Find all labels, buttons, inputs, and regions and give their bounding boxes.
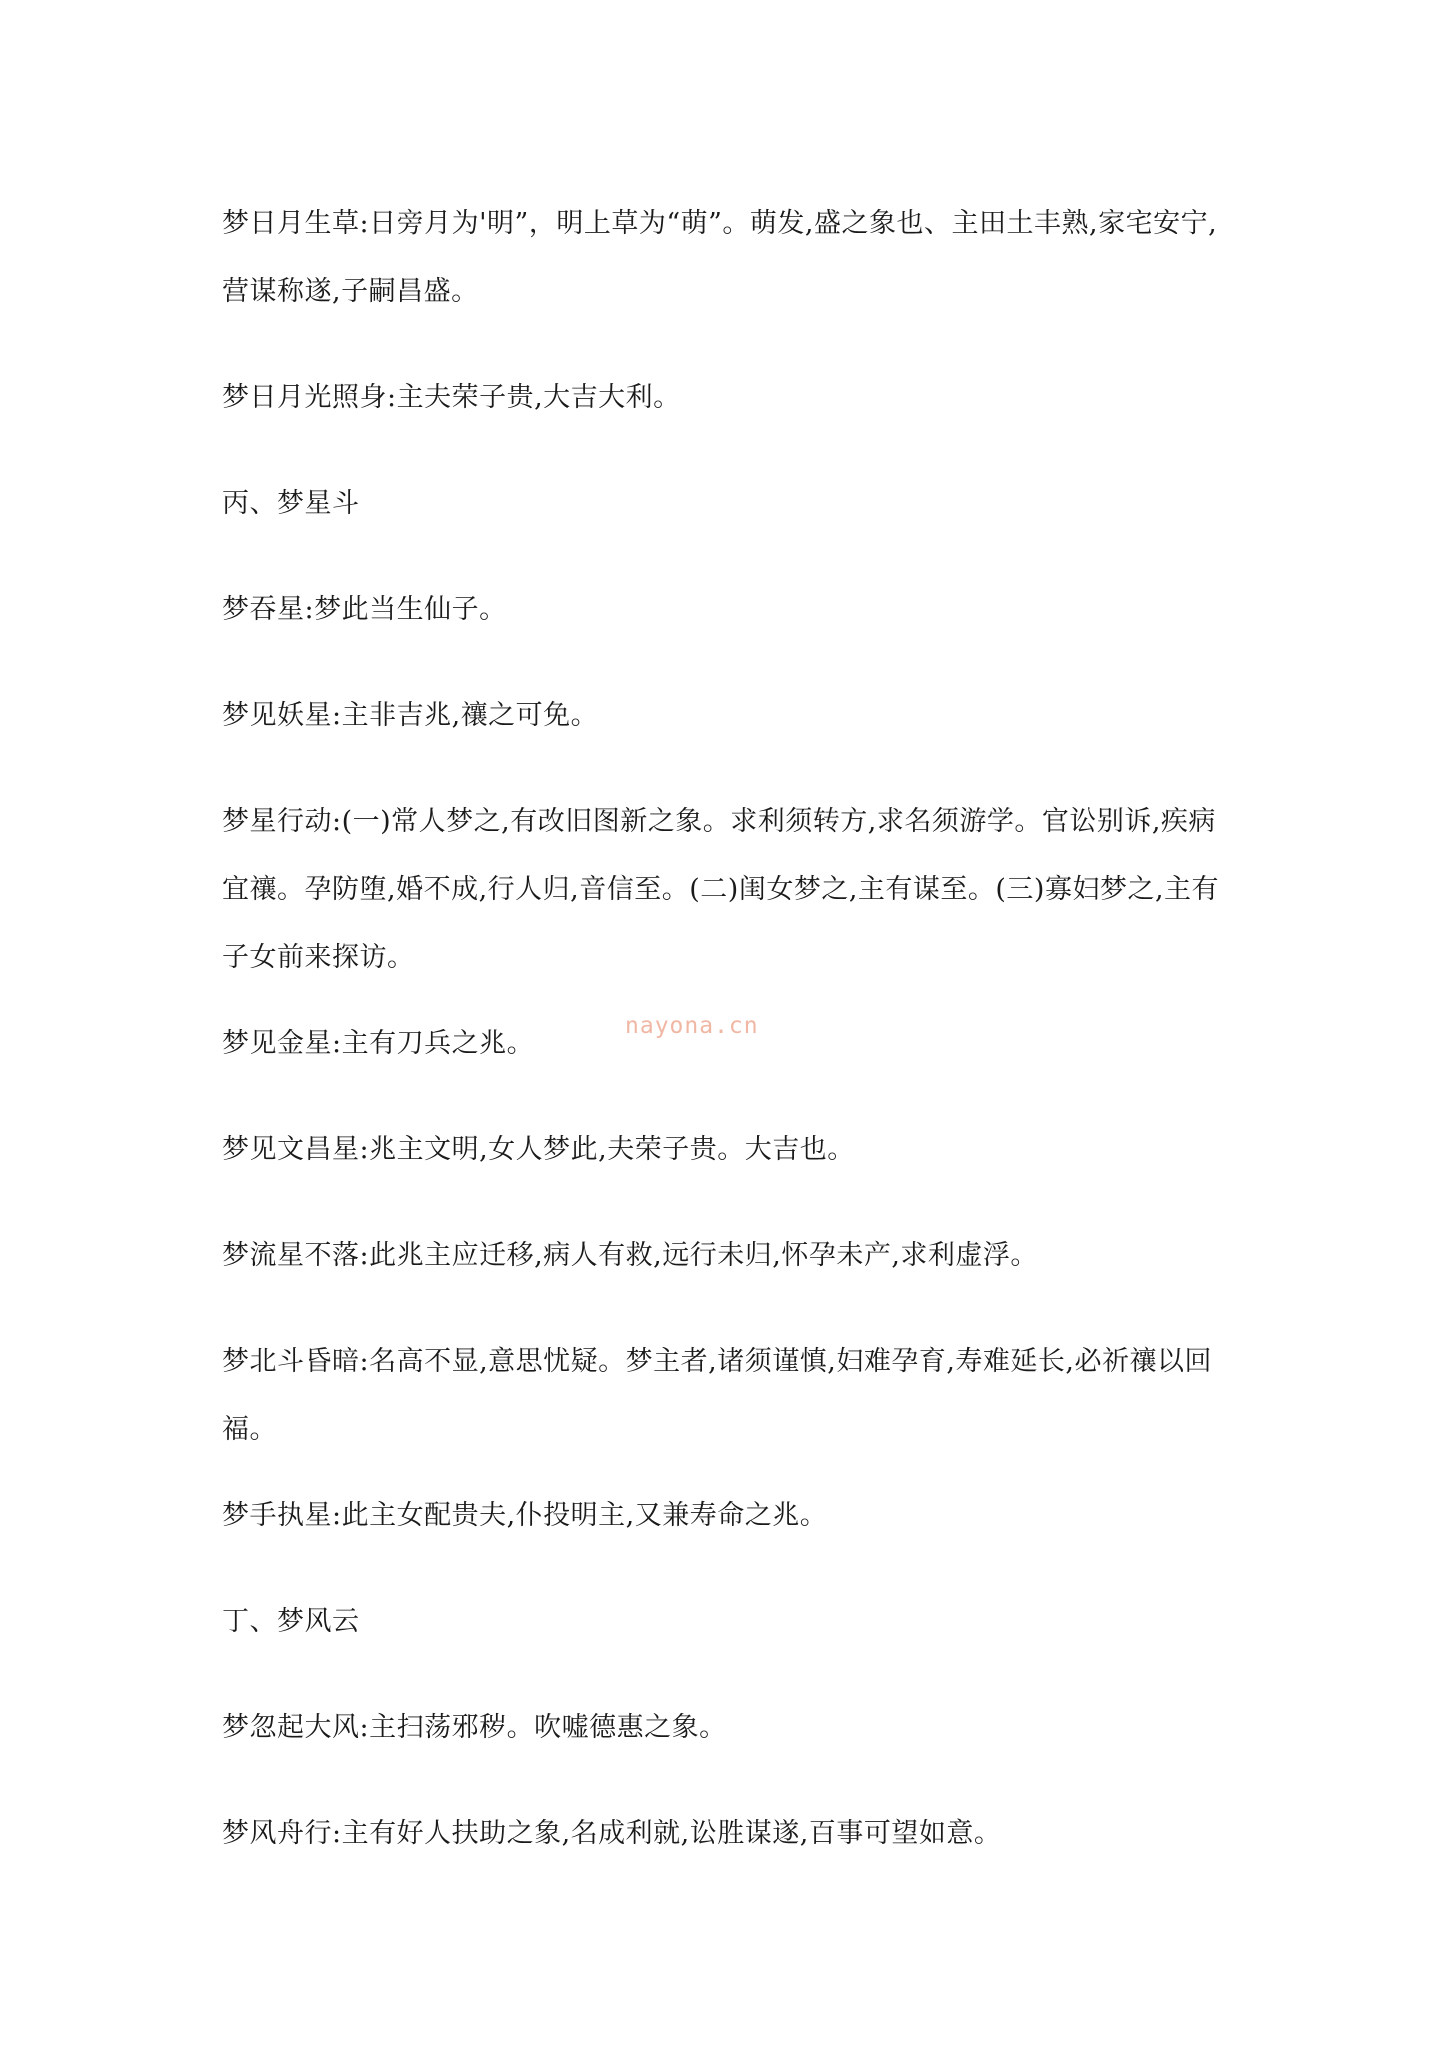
paragraph-ri-yue-guang-zhao-shen: 梦日月光照身:主夫荣子贵,大吉大利。 [222,382,681,413]
section-heading-feng-yun: 丁、梦风云 [222,1606,360,1637]
paragraph-tun-xing: 梦吞星:梦此当生仙子。 [222,594,507,625]
paragraph-xing-xing-dong: 梦星行动:(一)常人梦之,有改旧图新之象。求利须转方,求名须游学。官讼别诉,疾病宜禳。孕防堕,婚不成,行人归,音信至。(二)闺女梦之,主有谋至。(三)寡妇梦之,主有子女前来探访。 [222,806,1220,973]
paragraph-da-feng: 梦忽起大风:主扫荡邪秽。吹嘘德惠之象。 [222,1712,727,1743]
paragraph-wen-chang-xing: 梦见文昌星:兆主文明,女人梦此,夫荣子贵。大吉也。 [222,1134,855,1165]
paragraph-shou-zhi-xing: 梦手执星:此主女配贵夫,仆投明主,又兼寿命之兆。 [222,1500,828,1531]
paragraph-feng-zhou: 梦风舟行:主有好人扶助之象,名成利就,讼胜谋遂,百事可望如意。 [222,1818,1002,1849]
section-heading-xing-dou: 丙、梦星斗 [222,488,360,519]
paragraph-jin-xing: 梦见金星:主有刀兵之兆。 [222,1028,535,1059]
watermark: nayona.cn [625,1013,759,1039]
paragraph-bei-dou: 梦北斗昏暗:名高不显,意思忧疑。梦主者,诸须谨慎,妇难孕育,寿难延长,必祈禳以回福。 [222,1346,1213,1445]
paragraph-yao-xing: 梦见妖星:主非吉兆,禳之可免。 [222,700,599,731]
paragraph-ri-yue-sheng-cao: 梦日月生草:日旁月为'明”，明上草为“萌”。萌发,盛之象也、主田土丰熟,家宅安宁,营谋称遂,子嗣昌盛。 [222,208,1218,307]
paragraph-liu-xing: 梦流星不落:此兆主应迁移,病人有救,远行未归,怀孕未产,求利虚浮。 [222,1240,1038,1271]
